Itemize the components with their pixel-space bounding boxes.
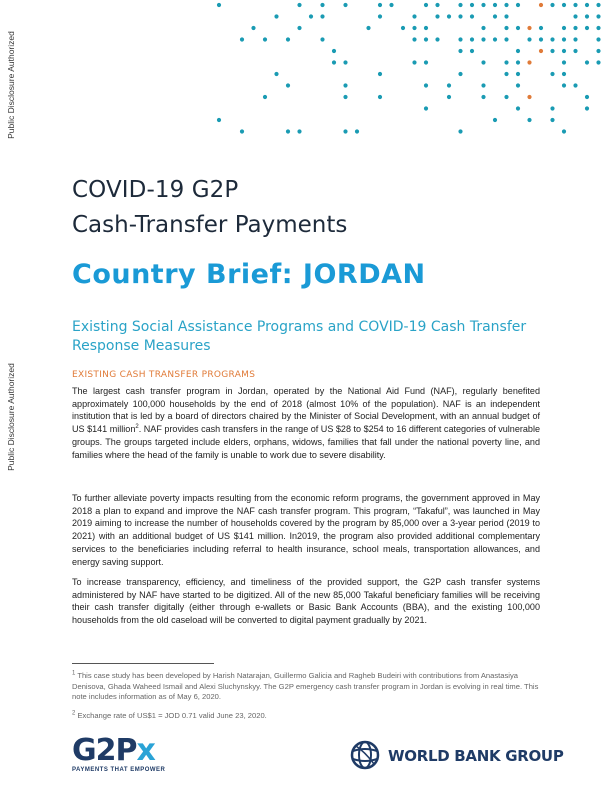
decorative-dot xyxy=(412,37,416,41)
decorative-dot xyxy=(240,37,244,41)
decorative-dot xyxy=(516,60,520,64)
decorative-dot xyxy=(424,60,428,64)
decorative-dot xyxy=(297,3,301,7)
decorative-dot xyxy=(424,106,428,110)
decorative-dot xyxy=(527,26,531,30)
decorative-dot xyxy=(585,14,589,18)
title-line-2: Cash-Transfer Payments xyxy=(72,212,348,238)
decorative-dot xyxy=(401,26,405,30)
footnote-separator xyxy=(72,663,214,664)
decorative-dot xyxy=(458,37,462,41)
decorative-dot xyxy=(562,83,566,87)
decorative-dot xyxy=(470,3,474,7)
decorative-dot xyxy=(504,60,508,64)
decorative-dot xyxy=(596,49,600,53)
decorative-dot xyxy=(539,49,543,53)
decorative-dot xyxy=(585,95,589,99)
decorative-dot xyxy=(424,3,428,7)
decorative-dot xyxy=(297,129,301,133)
decorative-dot xyxy=(263,37,267,41)
decorative-dot xyxy=(217,118,221,122)
decorative-dot xyxy=(596,26,600,30)
decorative-dot xyxy=(573,37,577,41)
decorative-dot xyxy=(504,3,508,7)
decorative-dot xyxy=(573,83,577,87)
section-subheading: EXISTING CASH TRANSFER PROGRAMS xyxy=(72,370,256,380)
decorative-dot xyxy=(550,72,554,76)
decorative-dot xyxy=(504,95,508,99)
decorative-dot xyxy=(343,83,347,87)
decorative-dot xyxy=(274,14,278,18)
decorative-dot xyxy=(320,3,324,7)
decorative-dot xyxy=(562,129,566,133)
side-label-bottom: Public Disclosure Authorized xyxy=(6,363,16,471)
decorative-dot xyxy=(458,72,462,76)
decorative-dot xyxy=(481,3,485,7)
decorative-dot xyxy=(217,3,221,7)
decorative-dot xyxy=(539,3,543,7)
decorative-dot xyxy=(550,37,554,41)
decorative-dot xyxy=(458,129,462,133)
decorative-dot xyxy=(550,3,554,7)
decorative-dot xyxy=(596,14,600,18)
decorative-dot xyxy=(435,14,439,18)
wbg-wordmark: WORLD BANK GROUP xyxy=(388,747,564,765)
decorative-dot xyxy=(493,37,497,41)
decorative-dot xyxy=(527,60,531,64)
decorative-dot xyxy=(458,49,462,53)
decorative-dot xyxy=(447,14,451,18)
decorative-dot xyxy=(539,26,543,30)
paragraph-2: To further alleviate poverty impacts resulting from the economic reform programs, the government approved in May 2018 a plan to expand and improve the NAF cash transfer program. This program, “Takaful”, was launched in May 2019 aiming to increase the number of households covered by the program by 85,000 over a 3-year period (2019 to 2021) with an additional budget of US $141 million. In2019, the program also provided additional complementary services to the beneficiaries including referral to health insurance, school meals, transportation allowances, and energy saving support. xyxy=(72,493,540,567)
decorative-dot xyxy=(286,37,290,41)
decorative-dot-pattern xyxy=(0,0,612,140)
footnote-1: $^1$ This case study has been developed by Harish Natarajan, Guillermo Galicia and Ragheb Budeiri with contributions from Anastasiya Denisova, Ghada Waheed Ismail and Alexi Sluchynskyy. The G2P emergency cash transfer program in Jordan is evolving in real time. This note includes information as of May 6, 2020. xyxy=(72,670,539,701)
decorative-dot xyxy=(585,106,589,110)
decorative-dot xyxy=(263,95,267,99)
decorative-dot xyxy=(343,129,347,133)
side-label-top: Public Disclosure Authorized xyxy=(6,31,16,139)
decorative-dot xyxy=(585,26,589,30)
decorative-dot xyxy=(493,118,497,122)
decorative-dot xyxy=(412,14,416,18)
decorative-dot xyxy=(550,118,554,122)
decorative-dot xyxy=(470,37,474,41)
decorative-dot xyxy=(493,3,497,7)
decorative-dot xyxy=(481,83,485,87)
decorative-dot xyxy=(516,83,520,87)
decorative-dot xyxy=(481,60,485,64)
decorative-dot xyxy=(493,14,497,18)
decorative-dot xyxy=(378,14,382,18)
paragraph-1: The largest cash transfer program in Jordan, operated by the National Aid Fund (NAF), regularly benefited approximately 100,000 households by the end of 2018 (almost 10% of the population). NAF is an independent institution that is led by a board of directors chaired by the Minister of Social Development, with an annual budget of US $141 million$^2$. NAF provides cash transfers in the range of US $28 to $254 to 16 different categories of vulnerable groups. The groups targeted include elders, orphans, widows, families that fall under the national poverty line, and families where the head of the family is unable to work due to severe disability. xyxy=(72,386,540,460)
decorative-dot xyxy=(504,72,508,76)
decorative-dot xyxy=(309,14,313,18)
decorative-dot xyxy=(447,95,451,99)
paragraph-3: To increase transparency, efficiency, and timeliness of the provided support, the G2P cash transfer systems administered by NAF have started to be digitized. All of the new 85,000 Takaful beneficiary families will be receiving their cash transfer digitally (either through e-wallets or Basic Bank Accounts (BBA), and the existing 100,000 households from the old caseload will be converted to digital payment gradually by 2021. xyxy=(72,577,540,626)
decorative-dot xyxy=(527,37,531,41)
decorative-dot xyxy=(481,26,485,30)
decorative-dot xyxy=(481,95,485,99)
decorative-dot xyxy=(504,14,508,18)
decorative-dot xyxy=(516,72,520,76)
g2px-logo xyxy=(72,735,182,780)
decorative-dot xyxy=(596,37,600,41)
decorative-dot xyxy=(573,49,577,53)
decorative-dot xyxy=(412,60,416,64)
decorative-dot xyxy=(251,26,255,30)
decorative-dot xyxy=(516,106,520,110)
footnote-2: $^2$ Exchange rate of US$1 = JOD 0.71 valid June 23, 2020. xyxy=(72,710,267,720)
decorative-dot xyxy=(332,60,336,64)
g2px-wordmark: G2Px xyxy=(72,733,155,768)
decorative-dot xyxy=(424,83,428,87)
decorative-dot xyxy=(274,72,278,76)
decorative-dot xyxy=(435,37,439,41)
globe-icon xyxy=(350,740,380,770)
decorative-dot xyxy=(343,3,347,7)
g2px-tagline: PAYMENTS THAT EMPOWER xyxy=(72,767,166,773)
decorative-dot xyxy=(389,3,393,7)
decorative-dot xyxy=(297,26,301,30)
decorative-dot xyxy=(286,83,290,87)
decorative-dot xyxy=(562,3,566,7)
decorative-dot xyxy=(343,60,347,64)
decorative-dot xyxy=(562,26,566,30)
country-brief-title: Country Brief: JORDAN xyxy=(72,259,426,290)
decorative-dot xyxy=(516,26,520,30)
decorative-dot xyxy=(562,37,566,41)
section-heading: Existing Social Assistance Programs and COVID-19 Cash Transfer Response Measures xyxy=(72,319,527,354)
decorative-dot xyxy=(286,129,290,133)
decorative-dot xyxy=(355,129,359,133)
decorative-dot xyxy=(562,72,566,76)
decorative-dot xyxy=(596,60,600,64)
decorative-dot xyxy=(378,95,382,99)
decorative-dot xyxy=(447,83,451,87)
decorative-dot xyxy=(573,14,577,18)
decorative-dot xyxy=(527,118,531,122)
decorative-dot xyxy=(366,26,370,30)
decorative-dot xyxy=(320,37,324,41)
decorative-dot xyxy=(320,14,324,18)
decorative-dot xyxy=(412,26,416,30)
decorative-dot xyxy=(550,106,554,110)
decorative-dot xyxy=(527,95,531,99)
decorative-dot xyxy=(550,49,554,53)
decorative-dot xyxy=(573,3,577,7)
decorative-dot xyxy=(470,49,474,53)
decorative-dot xyxy=(516,3,520,7)
decorative-dot xyxy=(435,3,439,7)
decorative-dot xyxy=(343,95,347,99)
decorative-dot xyxy=(539,37,543,41)
decorative-dot xyxy=(562,49,566,53)
decorative-dot xyxy=(562,60,566,64)
decorative-dot xyxy=(573,26,577,30)
decorative-dot xyxy=(596,3,600,7)
title-line-1: COVID-19 G2P xyxy=(72,177,239,203)
decorative-dot xyxy=(240,129,244,133)
decorative-dot xyxy=(470,14,474,18)
decorative-dot xyxy=(424,37,428,41)
decorative-dot xyxy=(585,60,589,64)
decorative-dot xyxy=(458,3,462,7)
decorative-dot xyxy=(481,37,485,41)
decorative-dot xyxy=(424,26,428,30)
decorative-dot xyxy=(516,49,520,53)
world-bank-group-logo xyxy=(350,740,564,772)
footnote-ref-2: 2 xyxy=(135,424,139,431)
decorative-dot xyxy=(378,3,382,7)
decorative-dot xyxy=(332,49,336,53)
decorative-dot xyxy=(585,3,589,7)
decorative-dot xyxy=(504,37,508,41)
decorative-dot xyxy=(378,72,382,76)
decorative-dot xyxy=(458,14,462,18)
decorative-dot xyxy=(504,26,508,30)
